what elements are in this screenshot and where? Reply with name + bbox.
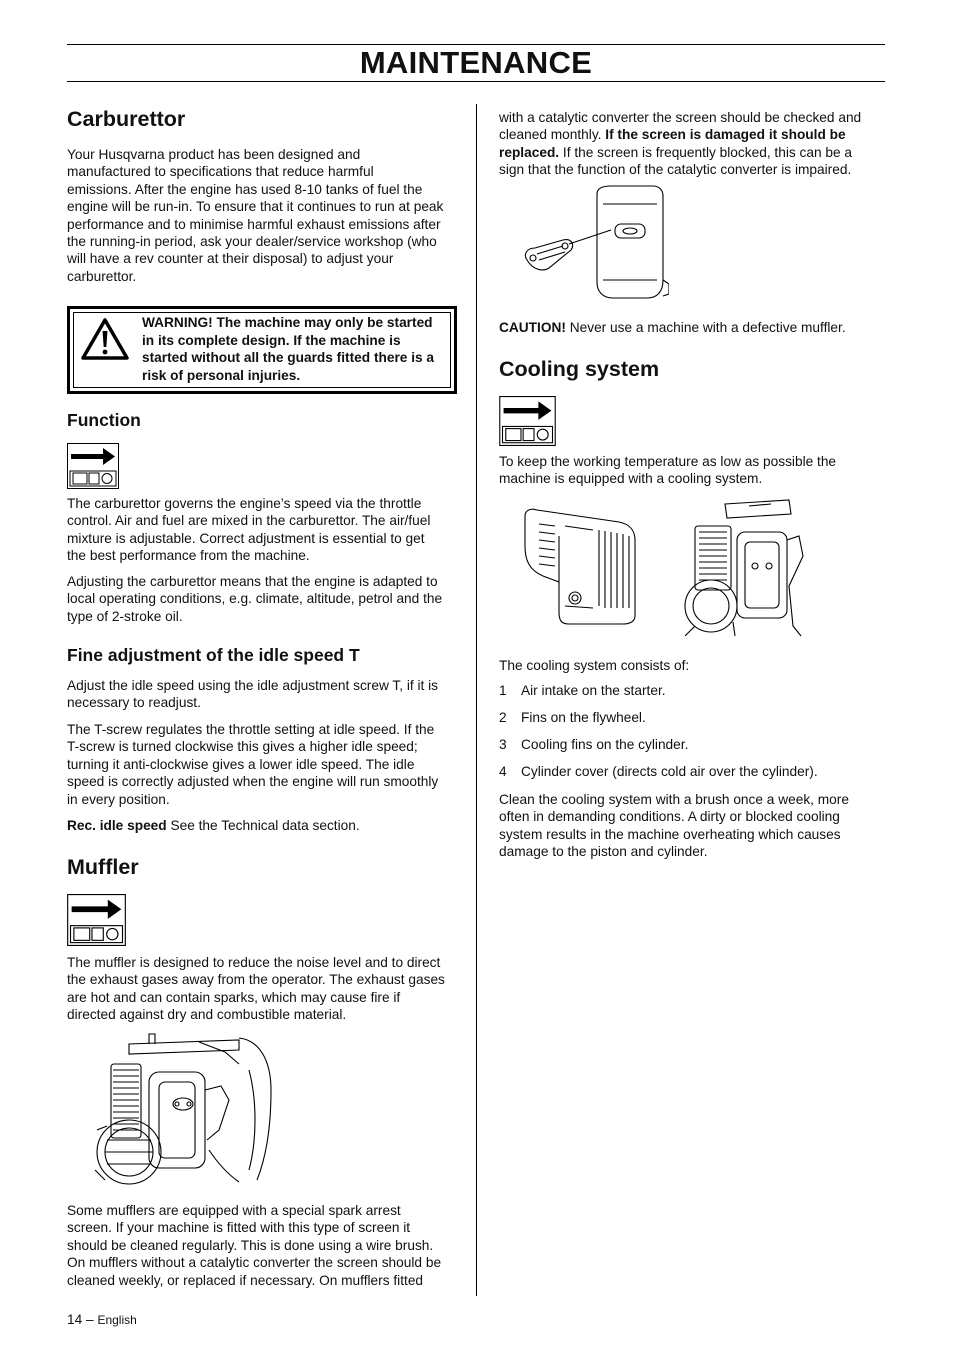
warning-triangle-icon bbox=[80, 317, 130, 361]
text-line: mixture is adjustable. Correct adjustment is essential to get bbox=[67, 530, 425, 546]
text-span: cleaned monthly. bbox=[499, 127, 606, 143]
footer-language: English bbox=[97, 1313, 137, 1327]
text-line: machine is equipped with a cooling system. bbox=[499, 471, 763, 487]
maintenance-arrow-icon bbox=[67, 894, 126, 946]
text-line: Some mufflers are equipped with a special spark arrest bbox=[67, 1203, 401, 1218]
text-span-bold: replaced. bbox=[499, 144, 560, 160]
carburettor-heading: Carburettor bbox=[67, 107, 186, 131]
text-line: T-screw is turned clockwise this gives a higher idle speed; bbox=[67, 739, 418, 755]
text-line: Adjust the idle speed using the idle adjustment screw T, if it is bbox=[67, 678, 439, 693]
text-line: manufactured to specifications that reduce harmful bbox=[67, 164, 374, 180]
page-title: MAINTENANCE bbox=[359, 45, 593, 80]
list-item-number: 3 bbox=[499, 737, 507, 752]
text-line: system results in the machine overheating which causes bbox=[499, 826, 841, 842]
column-divider bbox=[476, 104, 477, 1296]
page-footer bbox=[67, 1312, 137, 1327]
text-line: emissions. After the engine has used 8-10 tanks of fuel the bbox=[67, 181, 423, 197]
text-line: type of 2-stroke oil. bbox=[67, 608, 183, 624]
text-line: are hot and can contain sparks, which may cause fire if bbox=[67, 989, 401, 1005]
text-line: with a catalytic converter the screen should be checked and bbox=[499, 110, 862, 125]
cooling-consists-text: The cooling system consists of: bbox=[499, 658, 690, 673]
text-line: To keep the working temperature as low as possible the bbox=[499, 454, 837, 469]
text-line: WARNING! The machine may only be started bbox=[142, 315, 433, 330]
text-line: screen. If your machine is fitted with this type of screen it bbox=[67, 1220, 411, 1236]
text-line bbox=[499, 144, 887, 161]
header-bottom-rule bbox=[67, 81, 885, 82]
text-line: On mufflers without a catalytic converter the screen should be bbox=[67, 1255, 442, 1271]
cooling-system-heading: Cooling system bbox=[499, 357, 660, 381]
list-item-number: 2 bbox=[499, 710, 507, 725]
function-paragraph-2 bbox=[67, 573, 455, 625]
text-line bbox=[499, 126, 887, 143]
caution-text: Never use a machine with a defective muffler. bbox=[565, 320, 846, 335]
text-line: turning it anti-clockwise gives a lower idle speed. The idle bbox=[67, 756, 415, 772]
list-item-text: Cooling fins on the cylinder. bbox=[521, 737, 689, 752]
spark-arrest-screen-illustration bbox=[519, 184, 669, 304]
text-line: often in demanding conditions. A dirty or blocked cooling bbox=[499, 809, 840, 825]
text-span: If the screen is frequently blocked, this can be a bbox=[559, 144, 853, 160]
cooling-system-illustration bbox=[519, 496, 805, 640]
maintenance-arrow-icon bbox=[67, 443, 119, 489]
caution-label: CAUTION! bbox=[499, 320, 566, 335]
cooling-intro-paragraph bbox=[499, 453, 887, 488]
idle-paragraph-2 bbox=[67, 721, 455, 808]
muffler-paragraph-1 bbox=[67, 954, 455, 1024]
rec-idle-speed bbox=[67, 817, 455, 834]
muffler-paragraph-2 bbox=[67, 1202, 455, 1289]
text-line: the best performance from the machine. bbox=[67, 548, 310, 564]
text-line: sign that the function of the catalytic converter is impaired. bbox=[499, 162, 852, 178]
text-line: Adjusting the carburettor means that the engine is adapted to bbox=[67, 574, 438, 589]
warning-text bbox=[142, 314, 450, 384]
list-item-text: Air intake on the starter. bbox=[521, 683, 666, 698]
caution-line bbox=[499, 319, 887, 336]
engine-muffler-illustration bbox=[89, 1030, 275, 1186]
list-item-text: Cylinder cover (directs cold air over the cylinder). bbox=[521, 764, 818, 779]
maintenance-arrow-icon bbox=[499, 396, 556, 446]
text-line: damage to the piston and cylinder. bbox=[499, 844, 708, 860]
text-line: speed is correctly adjusted when the engine will run smoothly bbox=[67, 774, 439, 790]
text-line: should be cleaned regularly. This is done using a wire brush. bbox=[67, 1237, 434, 1253]
cooling-cleaning-paragraph bbox=[499, 791, 887, 861]
muffler-heading: Muffler bbox=[67, 855, 139, 879]
text-line: started without all the guards fitted there is a bbox=[142, 350, 435, 365]
text-line: in its complete design. If the machine is bbox=[142, 332, 401, 348]
rec-idle-speed-text: See the Technical data section. bbox=[166, 818, 360, 833]
carburettor-paragraph bbox=[67, 146, 455, 285]
text-line: will have a rev counter at their disposal) to adjust your bbox=[67, 251, 394, 267]
text-line: The carburettor governs the engine’s speed via the throttle bbox=[67, 496, 422, 511]
text-line: performance and to minimise harmful exhaust emissions after bbox=[67, 216, 441, 232]
text-line: local operating conditions, e.g. climate, altitude, petrol and the bbox=[67, 591, 443, 607]
text-line: The T-screw regulates the throttle setting at idle speed. If the bbox=[67, 722, 435, 737]
text-line: control. Air and fuel are mixed in the carburettor. The air/fuel bbox=[67, 513, 431, 529]
muffler-continued-paragraph bbox=[499, 109, 887, 179]
list-item-number: 4 bbox=[499, 764, 507, 779]
text-line: Clean the cooling system with a brush once a week, more bbox=[499, 792, 849, 807]
list-item-number: 1 bbox=[499, 683, 507, 698]
text-line: carburettor. bbox=[67, 268, 137, 284]
text-line: the exhaust gases away from the operator. The exhaust gases bbox=[67, 972, 445, 988]
text-line: risk of personal injuries. bbox=[142, 367, 301, 383]
rec-idle-speed-label: Rec. idle speed bbox=[67, 818, 167, 833]
function-heading: Function bbox=[67, 410, 141, 430]
text-line: cleaned weekly, or replaced if necessary. On mufflers fitted bbox=[67, 1272, 424, 1288]
list-item-text: Fins on the flywheel. bbox=[521, 710, 646, 725]
text-line: directed against dry and combustible material. bbox=[67, 1007, 347, 1023]
warning-box bbox=[67, 306, 457, 394]
idle-speed-heading: Fine adjustment of the idle speed T bbox=[67, 645, 360, 665]
text-line: the running-in period, ask your dealer/service workshop (who bbox=[67, 234, 437, 250]
page-number: 14 – bbox=[67, 1312, 98, 1327]
text-line: Your Husqvarna product has been designed and bbox=[67, 147, 361, 162]
text-line: in every position. bbox=[67, 791, 170, 807]
text-line: engine will be run-in. To ensure that it continues to run at peak bbox=[67, 199, 444, 215]
function-paragraph-1 bbox=[67, 495, 455, 565]
text-span-bold: If the screen is damaged it should be bbox=[605, 127, 846, 143]
text-line: necessary to readjust. bbox=[67, 695, 201, 711]
idle-paragraph-1 bbox=[67, 677, 455, 712]
text-line: The muffler is designed to reduce the noise level and to direct bbox=[67, 955, 441, 970]
